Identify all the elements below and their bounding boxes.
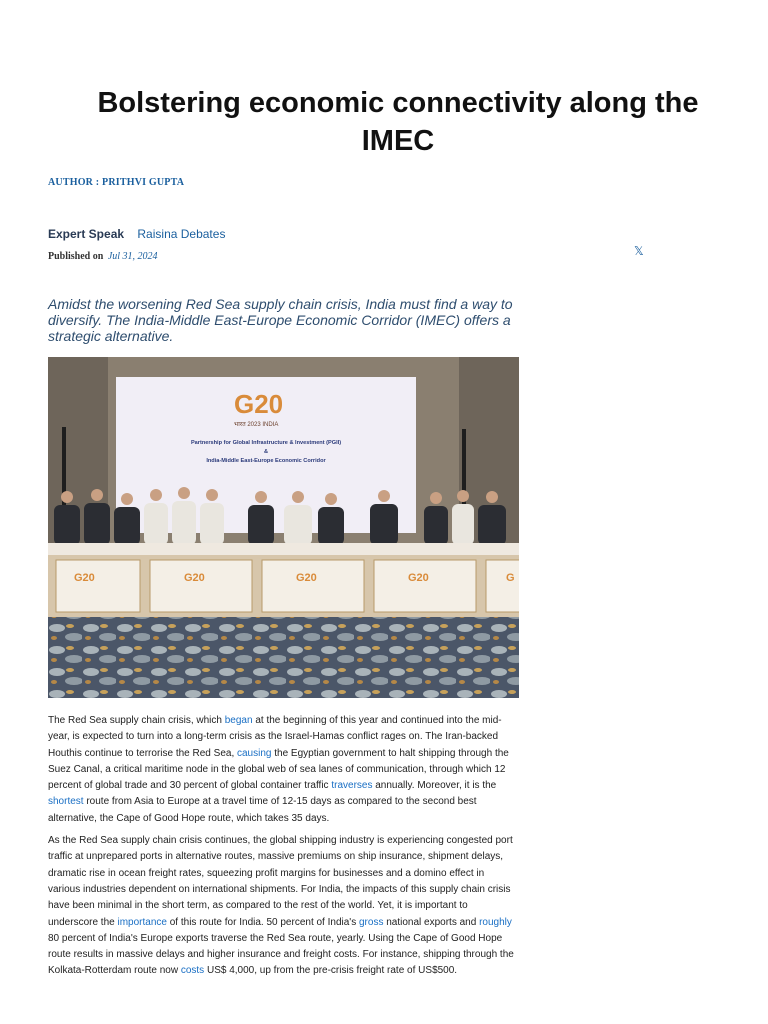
text-run: route from Asia to Europe at a travel time of 12-15 days as compared to the second best alternative, the Cape of Good Hope route, which takes 35 days. [48, 796, 477, 824]
link-gross[interactable]: gross [359, 916, 384, 928]
link-began[interactable]: began [224, 715, 253, 726]
text-run: US$ 4,000, up from the pre-crisis freight rate of US$500. [204, 965, 458, 977]
text-run: As the Red Sea supply chain crisis continues, the global shipping industry is experiencing congested port traffic at unprepared ports in alternative routes, massive premiums on ship insurance, shipment delays, dramatic rise in ocean freight rates, squeezing profit margins for businesses and a domino effect in various industries dependent on international shipments. For India, the impacts of this supply chain crisis have been minimal in the short term, as compared to the rest of the world. Yet, it is important to underscore the [48, 835, 513, 928]
link-costs[interactable]: costs [180, 965, 205, 977]
body-paragraph-1 [48, 713, 518, 827]
published-label: Published on [48, 251, 104, 262]
g20-logo-text: G20 [234, 389, 284, 419]
body-paragraph-2 [48, 833, 518, 980]
text-run: at the beginning of this year and continued into the mid-year, is expected to turn into a long-term crisis as the Israel-Hamas conflict rages on. The Iran-backed Houthis continue to terrorise the Red Sea, [48, 715, 502, 759]
link-causing[interactable]: causing [237, 747, 272, 759]
published-line [48, 251, 158, 262]
text-run: national exports and [383, 916, 480, 928]
category-links [48, 227, 225, 241]
svg-text:G20: G20 [408, 572, 429, 584]
text-run: 80 percent of India's Europe exports traverse the Red Sea route, yearly. Using the Cape of Good Hope route results in massive delays and higher insurance and freight costs. For instance, shipping through the Kolkata-Rotterdam route now [48, 932, 514, 977]
text-run: The Red Sea supply chain crisis, which [48, 715, 225, 726]
category-raisina-debates[interactable]: Raisina Debates [137, 227, 226, 241]
banner-line-1: Partnership for Global Infrastructure & Investment (PGII) [190, 440, 342, 446]
published-date: Jul 31, 2024 [107, 251, 158, 262]
author-byline[interactable]: AUTHOR : PRITHVI GUPTA [48, 177, 185, 188]
text-run: of this route for India. 50 percent of India's [166, 916, 359, 928]
x-share-icon[interactable]: 𝕏 [634, 244, 644, 258]
banner-line-3: India-Middle East-Europe Economic Corridor [206, 458, 326, 464]
link-roughly[interactable]: roughly [479, 916, 512, 928]
link-traverses[interactable]: traverses [331, 780, 373, 792]
text-run: the Egyptian government to halt shipping through the Suez Canal, a critical maritime node in the global web of sea lanes of communication, through which 12 percent of global trade and 30 percent of global container traffic [48, 747, 509, 792]
link-shortest[interactable]: shortest [48, 796, 84, 808]
svg-text:G20: G20 [74, 572, 95, 584]
article-title: Bolstering economic connectivity along the IMEC [97, 87, 699, 157]
svg-text:G20: G20 [296, 572, 317, 584]
link-importance[interactable]: importance [117, 916, 167, 928]
svg-text:G: G [506, 572, 515, 584]
article-lead: Amidst the worsening Red Sea supply chain crisis, India must find a way to diversify. The India-Middle East-Europe Economic Corridor (IMEC) offers a strategic alternative. [48, 296, 513, 344]
svg-text:G20: G20 [184, 572, 205, 584]
article-hero-image [48, 357, 519, 698]
category-expert-speak[interactable]: Expert Speak [48, 227, 125, 241]
banner-line-2: & [263, 449, 269, 455]
article-body [48, 713, 518, 986]
g20-logo-subtext: भारत 2023 INDIA [234, 422, 279, 428]
text-run: annually. Moreover, it is the [372, 780, 497, 792]
